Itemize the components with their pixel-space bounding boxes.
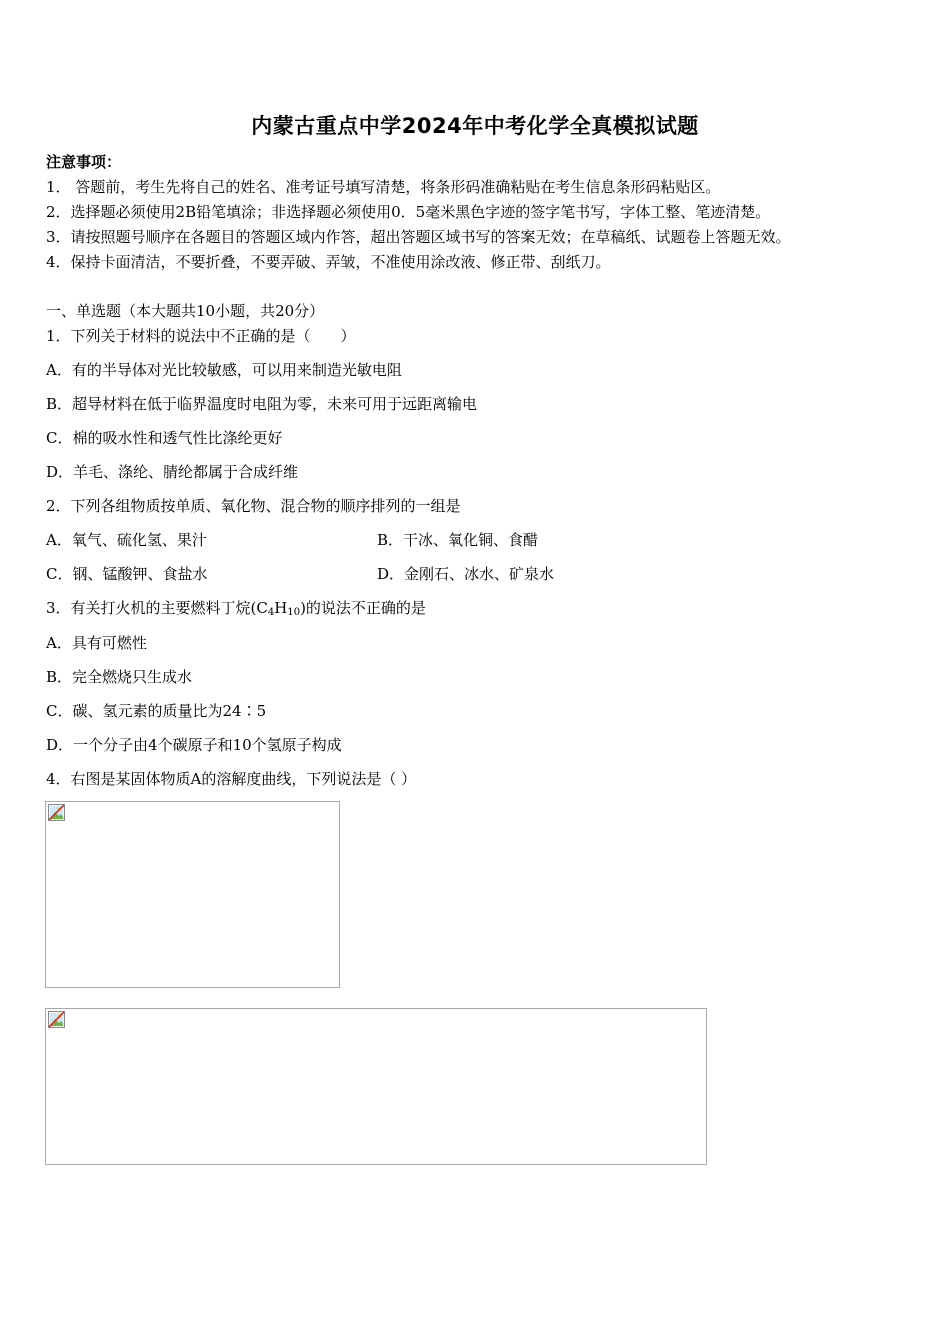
q1-option-c: C．棉的吸水性和透气性比涤纶更好 — [46, 429, 283, 447]
q4-stem: 4．右图是某固体物质A的溶解度曲线，下列说法是（ ） — [46, 770, 417, 788]
q3-sub-carbon: 4 — [267, 607, 275, 618]
q2-option-c: C．钢、锰酸钾、食盐水 — [46, 565, 208, 583]
q2-option-d: D．金刚石、冰水、矿泉水 — [377, 565, 555, 583]
q2-option-a: A．氧气、硫化氢、果汁 — [46, 531, 207, 549]
page-title: 内蒙古重点中学2024年中考化学全真模拟试题 — [251, 114, 699, 138]
q1-option-a: A．有的半导体对光比较敏感，可以用来制造光敏电阻 — [46, 361, 402, 379]
section-heading: 一、单选题（本大题共10小题，共20分） — [46, 302, 325, 320]
q2-option-b: B．干冰、氧化铜、食醋 — [377, 531, 539, 549]
q3-option-b: B．完全燃烧只生成水 — [46, 668, 193, 686]
q3-option-c: C．碳、氢元素的质量比为24∶5 — [46, 702, 267, 720]
notice-item-4: 4．保持卡面清洁，不要折叠，不要弄破、弄皱，不准使用涂改液、修正带、刮纸刀。 — [46, 253, 611, 271]
q2-stem: 2．下列各组物质按单质、氧化物、混合物的顺序排列的一组是 — [46, 497, 461, 515]
q1-option-b: B．超导材料在低于临界温度时电阻为零，未来可用于远距离输电 — [46, 395, 478, 413]
q3-stem-mid: H — [274, 599, 288, 617]
q1-option-d: D．羊毛、涤纶、腈纶都属于合成纤维 — [46, 463, 299, 481]
solubility-curve-image-placeholder — [45, 801, 340, 988]
q3-stem — [46, 598, 426, 618]
broken-image-icon — [48, 1011, 65, 1028]
notice-item-1: 1． 答题前，考生先将自己的姓名、准考证号填写清楚，将条形码准确粘贴在考生信息条形码粘贴区。 — [46, 178, 721, 196]
notice-item-3: 3．请按照题号顺序在各题目的答题区域内作答，超出答题区域书写的答案无效；在草稿纸、试题卷上答题无效。 — [46, 228, 791, 246]
options-image-placeholder — [45, 1008, 707, 1165]
notice-item-2: 2．选择题必须使用2B铅笔填涂；非选择题必须使用0．5毫米黑色字迹的签字笔书写，字体工整、笔迹清楚。 — [46, 203, 771, 221]
q3-sub-hydrogen: 10 — [287, 607, 301, 618]
q3-stem-post: )的说法不正确的是 — [300, 599, 426, 617]
broken-image-icon — [48, 804, 65, 821]
q3-stem-pre: 3．有关打火机的主要燃料丁烷(C — [46, 599, 268, 617]
notice-heading: 注意事项： — [46, 153, 122, 171]
q1-stem: 1．下列关于材料的说法中不正确的是（ ） — [46, 327, 356, 345]
q3-option-d: D．一个分子由4个碳原子和10个氢原子构成 — [46, 736, 342, 754]
q3-option-a: A．具有可燃性 — [46, 634, 147, 652]
